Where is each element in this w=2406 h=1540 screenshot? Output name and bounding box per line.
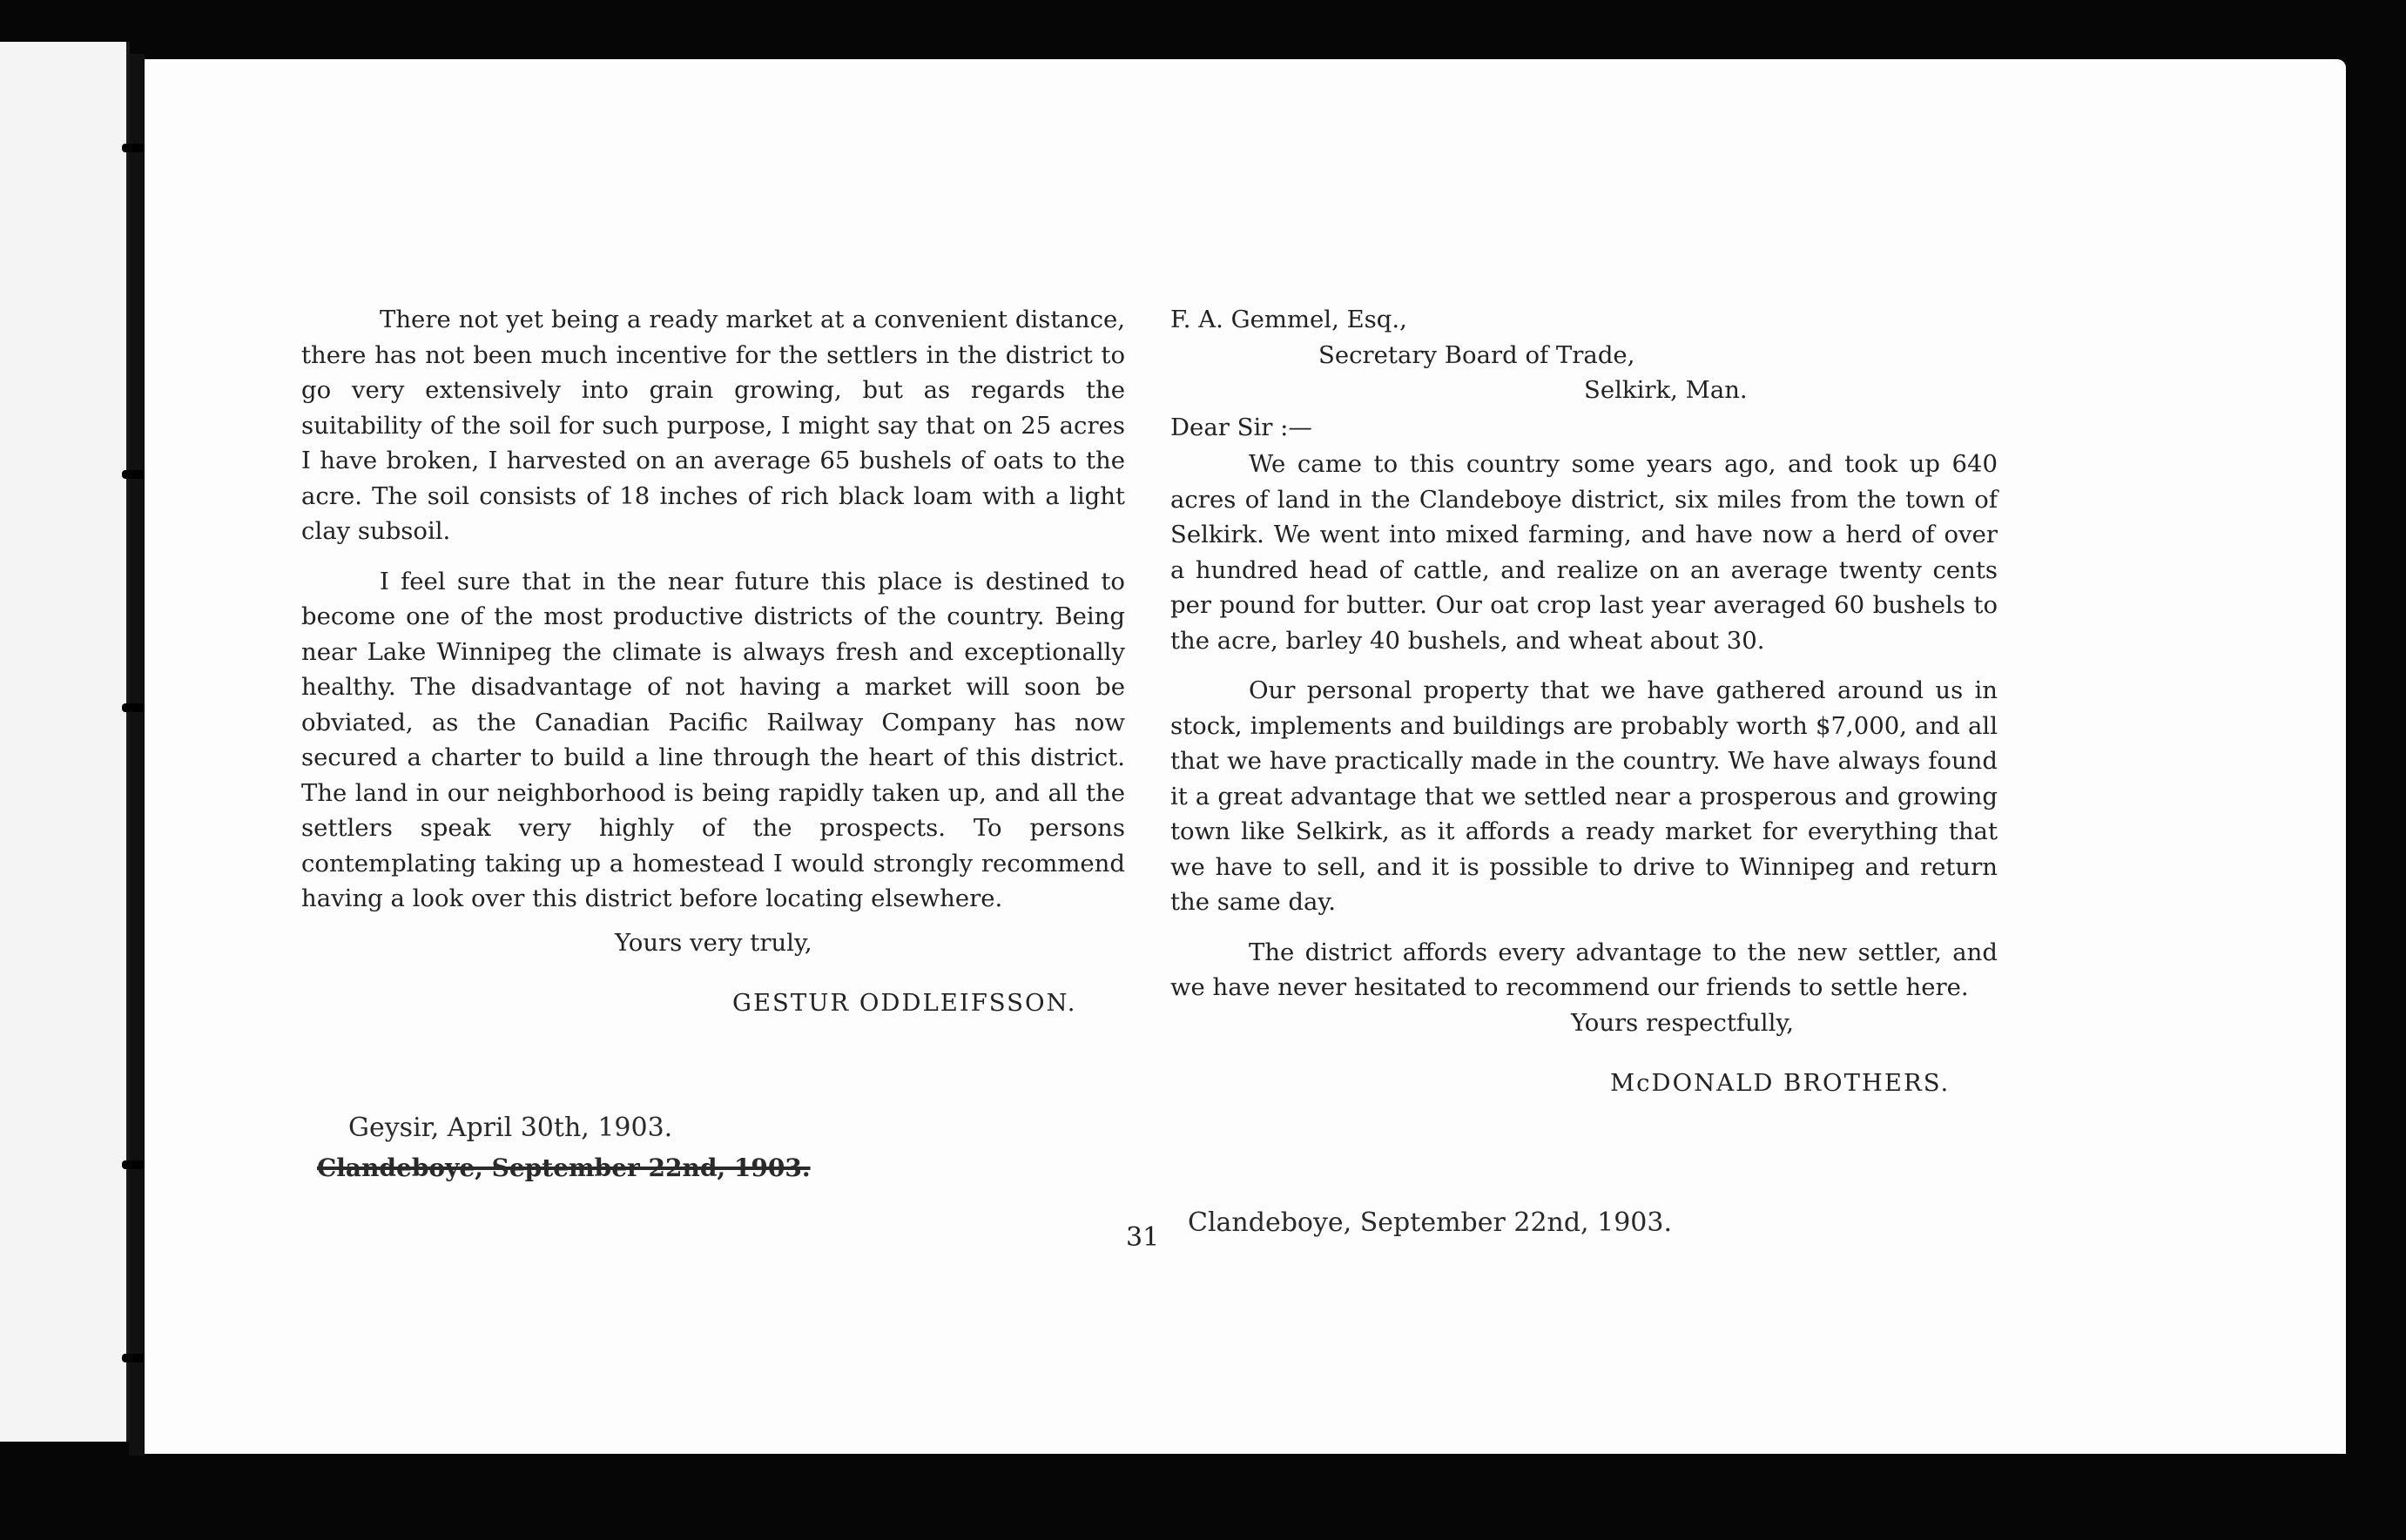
right-letter-dateline-stamp: Clandeboye, September 22nd, 1903. [1188,1207,1673,1238]
book-spine [129,54,145,1456]
addressee-name: F. A. Gemmel, Esq., [1170,306,1407,333]
addressee-place: Selkirk, Man. [1584,376,1748,404]
left-letter-paragraph-2: I feel sure that in the near future this place is destined to become one of the most productive districts of the country. Being near Lake Winnipeg the climate is always fresh and exceptionally healthy. The disadvantage of not having a market will soon be obviated, as the Canadian Pacific Railway Company has now secured a charter to build a line through the heart of this district. The land in our neighborhood is being rapidly taken up, and all the settlers speak very highly of the prospects. To persons contemplating taking up a homestead I would strongly recommend having a look over this district before locating elsewhere. [301,567,1125,912]
addressee-title: Secretary Board of Trade, [1318,340,1635,369]
document-page [145,59,2346,1454]
left-letter-dateline-stamp: Geysir, April 30th, 1903. [348,1113,673,1143]
right-letter-signature: McDONALD BROTHERS. [1610,1069,1951,1097]
left-letter-dateline-struck: Clandeboye, September 22nd, 1903. [317,1153,811,1182]
right-letter-closing: Yours respectfully, [1571,1008,1794,1037]
right-letter-paragraph-1: We came to this country some years ago, and took up 640 acres of land in the Clandeboye district, six miles from the town of Selkirk. We went into mixed farming, and have now a herd of over a hundred head of cattle, and realize on an average twenty cents per pound for butter. Our oat crop last year averaged 60 bushels to the acre, barley 40 bushels, and wheat about 30. [1170,450,1998,655]
left-letter-paragraph-1: There not yet being a ready market at a convenient distance, there has not been much incentive for the settlers in the district to go very extensively into grain growing, but as regards the suitability of the soil for such purpose, I might say that on 25 acres I have broken, I harvested on an average 65 bushels of oats to the acre. The soil consists of 18 inches of rich black loam with a light clay subsoil. [301,306,1125,545]
page-number: 31 [1126,1222,1160,1253]
left-letter-closing: Yours very truly, [615,928,812,957]
right-letter-paragraph-2: Our personal property that we have gathered around us in stock, implements and buildings are probably worth $7,000, and all that we have practically made in the country. We have always found it a great advantage that we settled near a prosperous and growing town like Selkirk, as it affords a ready market for everything that we have to sell, and it is possible to drive to Winnipeg and return the same day. [1170,676,1998,916]
left-letter [301,302,1125,1021]
right-letter [1170,302,1998,1101]
salutation: Dear Sir :— [1170,413,1312,441]
right-letter-paragraph-3: The district affords every advantage to the new settler, and we have never hesitated to recommend our friends to settle here. [1170,938,1998,1001]
left-letter-signature: GESTUR ODDLEIFSSON. [732,989,1077,1017]
facing-page-edge [0,42,130,1442]
